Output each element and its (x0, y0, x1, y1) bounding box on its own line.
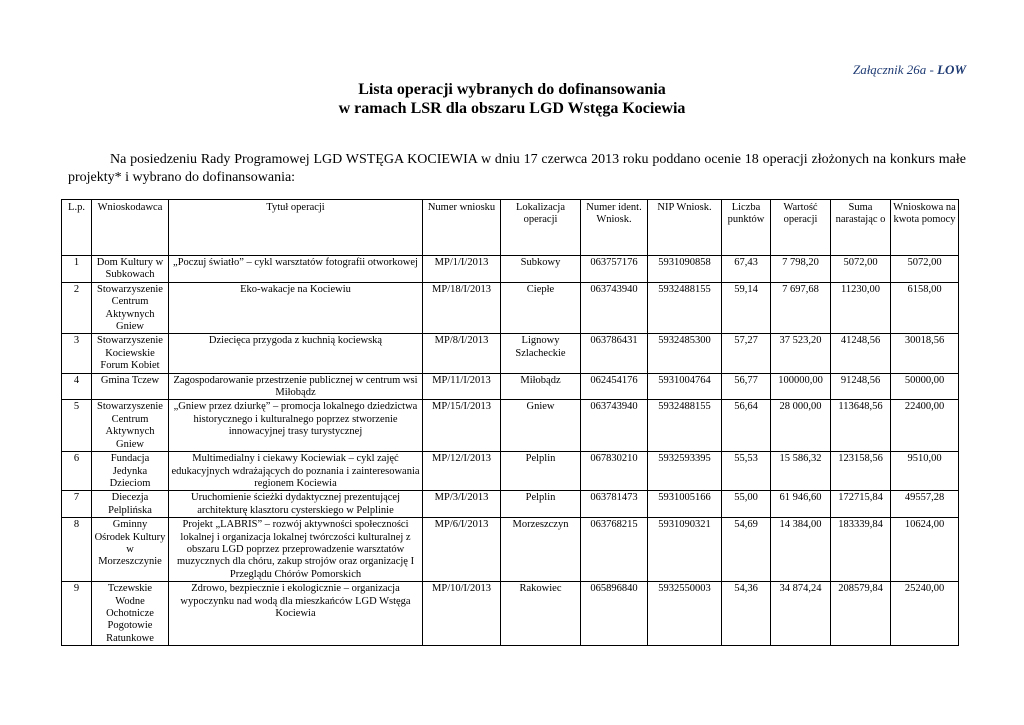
cell-value: 15 586,32 (771, 452, 831, 491)
annex-code: LOW (937, 62, 966, 77)
cell-nip: 5932550003 (648, 582, 722, 646)
cell-ident: 063786431 (581, 334, 648, 373)
cell-title: Zdrowo, bezpiecznie i ekologicznie – organizacja wypoczynku nad wodą dla mieszkańców LGD Wstęga Kociewia (169, 582, 423, 646)
cell-cumulative: 172715,84 (831, 491, 891, 518)
cell-requested: 22400,00 (891, 400, 959, 452)
cell-number: MP/18/I/2013 (423, 282, 501, 334)
cell-applicant: Dom Kultury w Subkowach (92, 256, 169, 283)
cell-ident: 065896840 (581, 582, 648, 646)
header-number: Numer wniosku (423, 200, 501, 256)
header-applicant: Wnioskodawca (92, 200, 169, 256)
table-header-row (62, 200, 959, 256)
cell-number: MP/15/I/2013 (423, 400, 501, 452)
cell-title: Uruchomienie ścieżki dydaktycznej prezentującej architekturę klasztoru cysterskiego w Pelplinie (169, 491, 423, 518)
cell-title: Projekt „LABRIS” – rozwój aktywności społeczności lokalnej i organizacja lokalnej twórczości kulturalnej z obszaru LGD poprzez przeprowadzenie warsztatów muzycznych dla chóru, zakup strojów oraz organizację I Przeglądu Chórów Pomorskich (169, 518, 423, 582)
cell-nip: 5931004764 (648, 373, 722, 400)
cell-ident: 067830210 (581, 452, 648, 491)
cell-cumulative: 5072,00 (831, 256, 891, 283)
cell-points: 57,27 (722, 334, 771, 373)
cell-title: Dziecięca przygoda z kuchnią kociewską (169, 334, 423, 373)
cell-requested: 50000,00 (891, 373, 959, 400)
annex-label (853, 62, 966, 78)
header-title: Tytuł operacji (169, 200, 423, 256)
cell-applicant: Stowarzyszenie Kociewskie Forum Kobiet (92, 334, 169, 373)
cell-value: 7 798,20 (771, 256, 831, 283)
cell-points: 54,69 (722, 518, 771, 582)
intro-paragraph: Na posiedzeniu Rady Programowej LGD WSTĘGA KOCIEWIA w dniu 17 czerwca 2013 roku poddano ocenie 18 operacji złożonych na konkurs małe projekty* i wybrano do dofinansowania: (68, 152, 966, 185)
cell-number: MP/6/I/2013 (423, 518, 501, 582)
cell-location: Lignowy Szlacheckie (501, 334, 581, 373)
cell-value: 28 000,00 (771, 400, 831, 452)
cell-lp: 3 (62, 334, 92, 373)
page-title-line1: Lista operacji wybranych do dofinansowania (358, 81, 666, 98)
cell-points: 56,64 (722, 400, 771, 452)
cell-cumulative: 208579,84 (831, 582, 891, 646)
annex-prefix: Załącznik 26a - (852, 62, 938, 77)
cell-nip: 5932485300 (648, 334, 722, 373)
cell-ident: 063757176 (581, 256, 648, 283)
cell-title: „Gniew przez dziurkę” – promocja lokalnego dziedzictwa historycznego i kulturalnego poprzez stworzenie innowacyjnej trasy turystycznej (169, 400, 423, 452)
header-points: Liczba punktów (722, 200, 771, 256)
cell-points: 54,36 (722, 582, 771, 646)
cell-applicant: Gmina Tczew (92, 373, 169, 400)
cell-requested: 5072,00 (891, 256, 959, 283)
table-row (62, 373, 959, 400)
cell-title: Zagospodarowanie przestrzenie publicznej w centrum wsi Miłobądz (169, 373, 423, 400)
cell-points: 56,77 (722, 373, 771, 400)
cell-title: „Poczuj światło” – cykl warsztatów fotografii otworkowej (169, 256, 423, 283)
cell-requested: 9510,00 (891, 452, 959, 491)
cell-points: 59,14 (722, 282, 771, 334)
cell-requested: 25240,00 (891, 582, 959, 646)
cell-points: 55,00 (722, 491, 771, 518)
cell-location: Rakowiec (501, 582, 581, 646)
cell-points: 67,43 (722, 256, 771, 283)
cell-lp: 5 (62, 400, 92, 452)
cell-number: MP/12/I/2013 (423, 452, 501, 491)
table-row (62, 452, 959, 491)
cell-location: Subkowy (501, 256, 581, 283)
cell-lp: 4 (62, 373, 92, 400)
cell-cumulative: 11230,00 (831, 282, 891, 334)
operations-table (61, 199, 959, 646)
cell-ident: 063768215 (581, 518, 648, 582)
cell-lp: 8 (62, 518, 92, 582)
cell-location: Pelplin (501, 452, 581, 491)
cell-location: Gniew (501, 400, 581, 452)
cell-requested: 6158,00 (891, 282, 959, 334)
cell-cumulative: 183339,84 (831, 518, 891, 582)
cell-title: Eko-wakacje na Kociewiu (169, 282, 423, 334)
cell-value: 14 384,00 (771, 518, 831, 582)
cell-location: Pelplin (501, 491, 581, 518)
cell-lp: 1 (62, 256, 92, 283)
cell-value: 100000,00 (771, 373, 831, 400)
cell-nip: 5931005166 (648, 491, 722, 518)
cell-nip: 5931090858 (648, 256, 722, 283)
cell-nip: 5932488155 (648, 400, 722, 452)
table-row (62, 491, 959, 518)
table-row (62, 400, 959, 452)
table-row (62, 282, 959, 334)
cell-requested: 30018,56 (891, 334, 959, 373)
cell-number: MP/11/I/2013 (423, 373, 501, 400)
cell-cumulative: 41248,56 (831, 334, 891, 373)
cell-value: 34 874,24 (771, 582, 831, 646)
table-row (62, 256, 959, 283)
header-cumulative: Suma narastając o (831, 200, 891, 256)
cell-number: MP/10/I/2013 (423, 582, 501, 646)
cell-value: 7 697,68 (771, 282, 831, 334)
cell-applicant: Tczewskie Wodne Ochotnicze Pogotowie Ratunkowe (92, 582, 169, 646)
cell-value: 37 523,20 (771, 334, 831, 373)
cell-cumulative: 123158,56 (831, 452, 891, 491)
cell-requested: 10624,00 (891, 518, 959, 582)
header-ident: Numer ident. Wniosk. (581, 200, 648, 256)
cell-ident: 063781473 (581, 491, 648, 518)
cell-number: MP/8/I/2013 (423, 334, 501, 373)
cell-points: 55,53 (722, 452, 771, 491)
cell-nip: 5932593395 (648, 452, 722, 491)
cell-number: MP/1/I/2013 (423, 256, 501, 283)
cell-nip: 5932488155 (648, 282, 722, 334)
cell-value: 61 946,60 (771, 491, 831, 518)
cell-number: MP/3/I/2013 (423, 491, 501, 518)
cell-requested: 49557,28 (891, 491, 959, 518)
table-row (62, 334, 959, 373)
cell-lp: 9 (62, 582, 92, 646)
cell-title: Multimedialny i ciekawy Kociewiak – cykl zajęć edukacyjnych wdrażających do poznania i zainteresowania regionem Kociewia (169, 452, 423, 491)
cell-ident: 063743940 (581, 400, 648, 452)
cell-applicant: Gminny Ośrodek Kultury w Morzeszczynie (92, 518, 169, 582)
cell-cumulative: 91248,56 (831, 373, 891, 400)
header-requested: Wnioskowa na kwota pomocy (891, 200, 959, 256)
header-lp: L.p. (62, 200, 92, 256)
cell-location: Miłobądz (501, 373, 581, 400)
cell-location: Ciepłe (501, 282, 581, 334)
cell-lp: 2 (62, 282, 92, 334)
cell-applicant: Fundacja Jedynka Dzieciom (92, 452, 169, 491)
header-value: Wartość operacji (771, 200, 831, 256)
cell-location: Morzeszczyn (501, 518, 581, 582)
page-title-line2: w ramach LSR dla obszaru LGD Wstęga Kociewia (338, 100, 686, 117)
header-location: Lokalizacja operacji (501, 200, 581, 256)
cell-lp: 7 (62, 491, 92, 518)
table-row (62, 518, 959, 582)
cell-ident: 062454176 (581, 373, 648, 400)
cell-lp: 6 (62, 452, 92, 491)
cell-applicant: Stowarzyszenie Centrum Aktywnych Gniew (92, 282, 169, 334)
table-row (62, 582, 959, 646)
header-nip: NIP Wniosk. (648, 200, 722, 256)
cell-nip: 5931090321 (648, 518, 722, 582)
cell-ident: 063743940 (581, 282, 648, 334)
cell-cumulative: 113648,56 (831, 400, 891, 452)
cell-applicant: Stowarzyszenie Centrum Aktywnych Gniew (92, 400, 169, 452)
cell-applicant: Diecezja Pelplińska (92, 491, 169, 518)
